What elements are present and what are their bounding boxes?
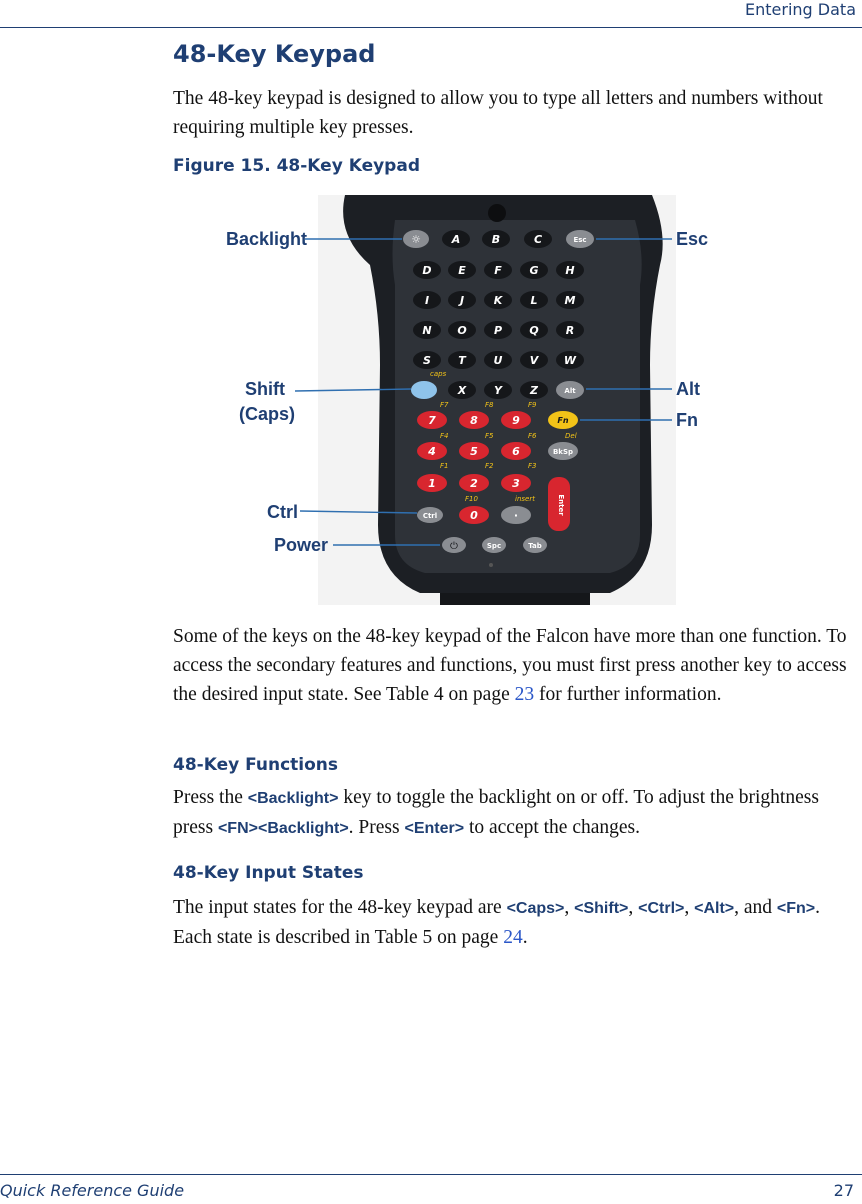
key-label: Tab xyxy=(528,542,542,550)
key-label: I xyxy=(424,294,430,307)
functions-paragraph xyxy=(173,783,862,843)
text-run: Press the xyxy=(173,787,248,808)
text-run: Some of the keys on the 48-key keypad of the Falcon have more than one function. To access the secondary features and functions, you must first press another key to access the desired input state. See Table 4 on page xyxy=(173,626,847,705)
page-number: 27 xyxy=(833,1181,854,1200)
key-label: N xyxy=(422,324,432,337)
key-label: Ctrl xyxy=(422,512,438,520)
text-run: , and xyxy=(734,897,777,918)
key-label: 9 xyxy=(512,414,520,427)
key-label: U xyxy=(493,354,503,367)
screw-hole xyxy=(489,563,493,567)
ctrl-callout: Ctrl xyxy=(267,502,298,522)
text-run: key to toggle the backlight on or off. To adjust the brightness press xyxy=(173,787,819,838)
page-23-link[interactable]: 23 xyxy=(514,684,535,705)
text-run: . Each state is described in Table 5 on page xyxy=(173,897,821,948)
key-label: Spc xyxy=(486,542,502,550)
alt-key-ref: <Alt> xyxy=(694,900,735,917)
key-label: V xyxy=(529,354,539,367)
key-label: X xyxy=(457,384,467,397)
text-run: . xyxy=(522,927,528,948)
text-run: , xyxy=(684,897,695,918)
power-callout: Power xyxy=(274,535,329,555)
key-label: 8 xyxy=(470,414,478,427)
text-run: , xyxy=(564,897,575,918)
key-label: Alt xyxy=(564,387,576,395)
key-label: D xyxy=(422,264,432,277)
section-title: 48-Key Keypad xyxy=(173,40,376,68)
fkey-label: F10 xyxy=(465,495,478,503)
text-run: , xyxy=(628,897,639,918)
figure-caption: Figure 15. 48-Key Keypad xyxy=(173,156,420,176)
key-label: BkSp xyxy=(552,448,574,456)
fkey-label: F5 xyxy=(485,432,494,440)
fn-callout: Fn xyxy=(676,410,698,430)
text-run: The input states for the 48-key keypad are xyxy=(173,897,507,918)
key-label: 1 xyxy=(428,477,436,490)
key-label: Y xyxy=(494,384,502,397)
backlight-key-ref: <Backlight> xyxy=(247,790,339,807)
key-label: 7 xyxy=(428,414,436,427)
secondary-functions-paragraph xyxy=(173,622,862,709)
key-label: Esc xyxy=(573,236,587,244)
key-label: O xyxy=(457,324,467,337)
keypad-device-illustration xyxy=(0,195,862,605)
text-run: to accept the changes. xyxy=(464,817,641,838)
key-label: 0 xyxy=(470,509,478,522)
key-label: K xyxy=(493,294,503,307)
led-indicator xyxy=(488,204,506,222)
keypad-row-11 xyxy=(442,537,547,553)
key-label: 3 xyxy=(512,477,520,490)
text-run: for further information. xyxy=(534,684,722,705)
text-run: . Press xyxy=(348,817,405,838)
fkey-label: F3 xyxy=(528,462,537,470)
key-label: F xyxy=(494,264,502,277)
key-label: 6 xyxy=(512,445,520,458)
fkey-label: F1 xyxy=(440,462,449,470)
fkey-label: F6 xyxy=(528,432,537,440)
key-label: S xyxy=(423,354,431,367)
ctrl-key-ref: <Ctrl> xyxy=(638,900,685,917)
backlight-sun-icon: ☼ xyxy=(411,233,421,246)
alt-callout: Alt xyxy=(676,379,700,399)
enter-key-ref: <Enter> xyxy=(404,820,465,837)
footer-rule xyxy=(0,1174,862,1175)
key-label: 2 xyxy=(470,477,478,490)
key-label: Fn xyxy=(557,416,569,425)
key-label: M xyxy=(564,294,576,307)
shift-key xyxy=(411,381,437,399)
key-label: C xyxy=(533,233,543,246)
fn-key-ref: <Fn> xyxy=(776,900,816,917)
key-label: R xyxy=(565,324,575,337)
key-label: Enter xyxy=(557,494,565,516)
fkey-label: F8 xyxy=(485,401,494,409)
fkey-label: F9 xyxy=(528,401,537,409)
key-label: A xyxy=(451,233,461,246)
key-label: 5 xyxy=(470,445,478,458)
caps-secondary-label: caps xyxy=(430,370,447,378)
key-label: Z xyxy=(530,384,538,397)
key-label: E xyxy=(458,264,466,277)
keypad-figure xyxy=(0,195,862,605)
insert-secondary-label: insert xyxy=(515,495,535,503)
input-states-paragraph xyxy=(173,893,862,952)
caps-callout: (Caps) xyxy=(239,404,296,424)
functions-heading: 48-Key Functions xyxy=(173,755,339,775)
key-label: L xyxy=(530,294,538,307)
key-label: H xyxy=(565,264,575,277)
key-label: T xyxy=(458,354,466,367)
shift-key-ref: <Shift> xyxy=(574,900,629,917)
fkey-label: F2 xyxy=(485,462,494,470)
header-rule xyxy=(0,27,862,28)
device-bottom-connector xyxy=(440,593,590,605)
intro-paragraph: The 48-key keypad is designed to allow you to type all letters and numbers without requiring multiple key presses. xyxy=(173,88,823,138)
key-label: B xyxy=(491,233,501,246)
key-label: 4 xyxy=(428,445,436,458)
backlight-callout: Backlight xyxy=(226,229,308,249)
caps-key-ref: <Caps> xyxy=(506,900,565,917)
key-label: P xyxy=(493,324,503,337)
del-secondary-label: Del xyxy=(565,432,577,440)
key-label: Q xyxy=(529,324,539,337)
keypad-row-10 xyxy=(417,506,531,524)
fkey-label: F4 xyxy=(440,432,449,440)
fn-backlight-key-ref: <FN><Backlight> xyxy=(217,820,349,837)
key-label: · xyxy=(513,509,519,522)
key-label: J xyxy=(459,294,465,307)
key-label: G xyxy=(529,264,539,277)
input-states-heading: 48-Key Input States xyxy=(173,863,364,883)
footer-title: Quick Reference Guide xyxy=(0,1181,185,1200)
fkey-label: F7 xyxy=(440,401,449,409)
page-24-link[interactable]: 24 xyxy=(503,927,523,948)
power-icon: ⏻ xyxy=(450,541,458,552)
key-label: W xyxy=(563,354,577,367)
shift-callout: Shift xyxy=(245,379,285,399)
esc-callout: Esc xyxy=(676,229,709,249)
running-head: Entering Data xyxy=(745,0,856,19)
